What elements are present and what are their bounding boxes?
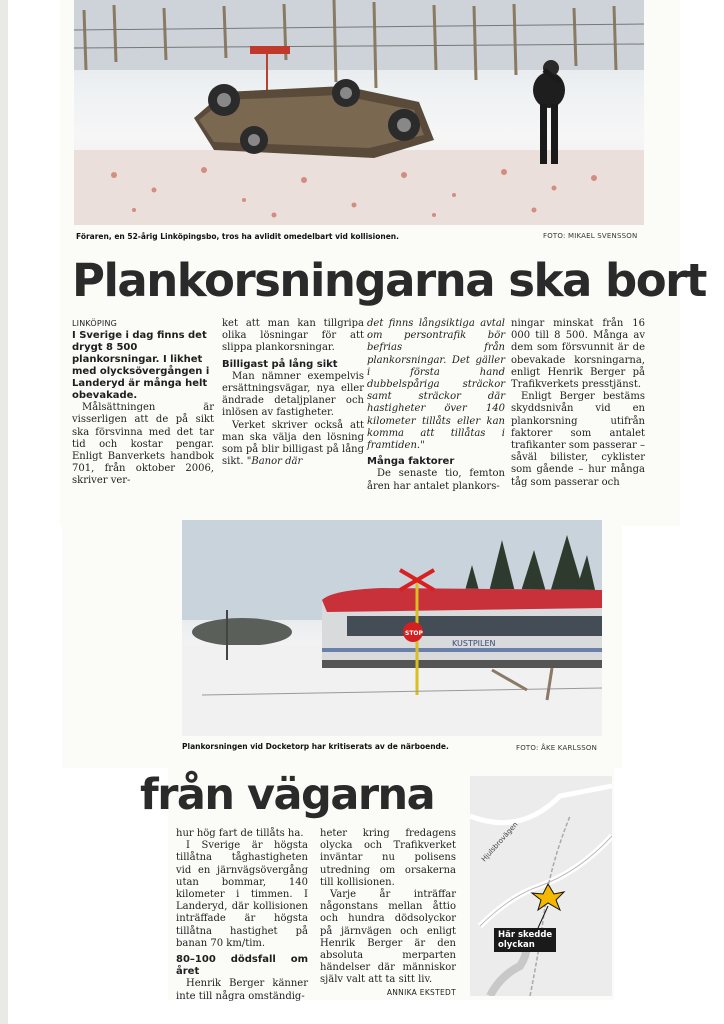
photo-mid-caption: Plankorsningen vid Docketorp har kritiserats av de närboende. — [182, 742, 449, 751]
paragraph: Enligt Berger bestäms skyddsnivån vid en plankorsning utifrån faktorer som antalet trafikanter som passerar – såväl bilister, cyklister som gående – hur många tåg som passerar och — [511, 391, 645, 488]
paragraph: hur hög fart de tillåts ha. — [176, 828, 304, 839]
paragraph: I Sverige är högsta tillåtna tåghastigheten vid en järnvägsövergång utan bommar, 140 kilometer i timmen. I Landeryd, där kollisionen inträffade är högsta tillåtna hastighet på banan 70 km/tim. — [176, 840, 308, 949]
byline: ANNIKA EKSTEDT — [386, 987, 456, 997]
train-photo-illustration — [182, 520, 602, 736]
photo-top-caption: Föraren, en 52-årig Linköpingsbo, tros ha avlidit omedelbart vid kollisionen. — [76, 232, 399, 241]
paragraph: ket att man kan tillgripa olika lösningar för att slippa plankorsningar. — [222, 318, 364, 354]
map-illustration — [470, 776, 612, 996]
article-column-5 — [176, 828, 308, 1003]
photo-top-credit: FOTO: MIKAEL SVENSSON — [543, 232, 638, 240]
map-street-label: Hjulsbrovägen — [480, 820, 520, 864]
lead-paragraph: I Sverige i dag finns det drygt 8 500 plankorsningar. I likhet med olycksövergången i Landeryd är många helt obevakade. — [72, 330, 210, 402]
headline-main: Plankorsningarna ska bort — [72, 254, 706, 307]
subheading: 80–100 dödsfall om året — [176, 954, 308, 978]
map-location-label — [494, 928, 556, 952]
article-column-1 — [72, 318, 214, 488]
paragraph: Man nämner exempelvis ersättningsvägar, nya eller ändrade detaljplaner och inlösen av fastigheter. — [222, 370, 364, 419]
paragraph: heter kring fredagens olycka och Trafikverket inväntar nu polisens utredning om orsakerna till kollisionen. — [320, 828, 456, 888]
location-map — [470, 776, 612, 996]
article-column-3 — [367, 318, 505, 493]
paragraph — [222, 420, 364, 469]
accident-photo — [74, 0, 644, 225]
stop-sign-text: STOP — [405, 630, 423, 637]
article-column-2 — [222, 318, 364, 468]
subheading: Billigast på lång sikt — [222, 358, 338, 370]
paragraph: Varje år inträffar någonstans mellan åttio och hundra dödsolyckor på järnvägen och enligt Henrik Berger är den absoluta merparten händelser där människor själv valt att ta sitt liv. — [320, 889, 456, 986]
quote-paragraph: det finns långsiktiga avtal om persontrafik bör befrias från plankorsningar. Det gäller i första hand dubbelspåriga sträckor samt sträckor där hastigheter över 140 kilometer tillåts eller kan komma att tillåtas i framtiden." — [367, 318, 505, 452]
quote-start: "Banor där — [246, 456, 303, 468]
article-column-4 — [511, 318, 645, 489]
paragraph: Henrik Berger känner inte till några omständig- — [176, 978, 308, 1002]
subheading: Många faktorer — [367, 456, 455, 468]
photo-mid-credit: FOTO: ÅKE KARLSSON — [516, 744, 598, 752]
paragraph: Målsättningen är visserligen att de på sikt ska försvinna med det tar tid och kostar pengar. Enligt Banverkets handbok 701, från oktober 2006, skriver ver- — [72, 402, 214, 487]
accident-photo-illustration — [74, 0, 644, 225]
map-label-line-2: olyckan — [498, 940, 535, 950]
map-label-line-1: Här skedde — [498, 930, 553, 940]
dateline: LINKÖPING — [72, 319, 118, 328]
headline-continuation: från vägarna — [140, 770, 435, 820]
paragraph: De senaste tio, femton åren har antalet plankors- — [367, 468, 505, 492]
train-photo — [182, 520, 602, 736]
train-text: KUSTPILEN — [452, 639, 496, 648]
scan-edge — [0, 0, 8, 1024]
article-column-6 — [320, 828, 456, 999]
paragraph-text: Verket skriver också att man ska välja den lösning som på blir billigast på lång sikt. — [222, 419, 364, 468]
paragraph: ningar minskat från 16 000 till 8 500. Många av dem som försvunnit är de obevakade korsningarna, enligt Henrik Berger på Trafikverkets presstjänst. — [511, 318, 645, 391]
